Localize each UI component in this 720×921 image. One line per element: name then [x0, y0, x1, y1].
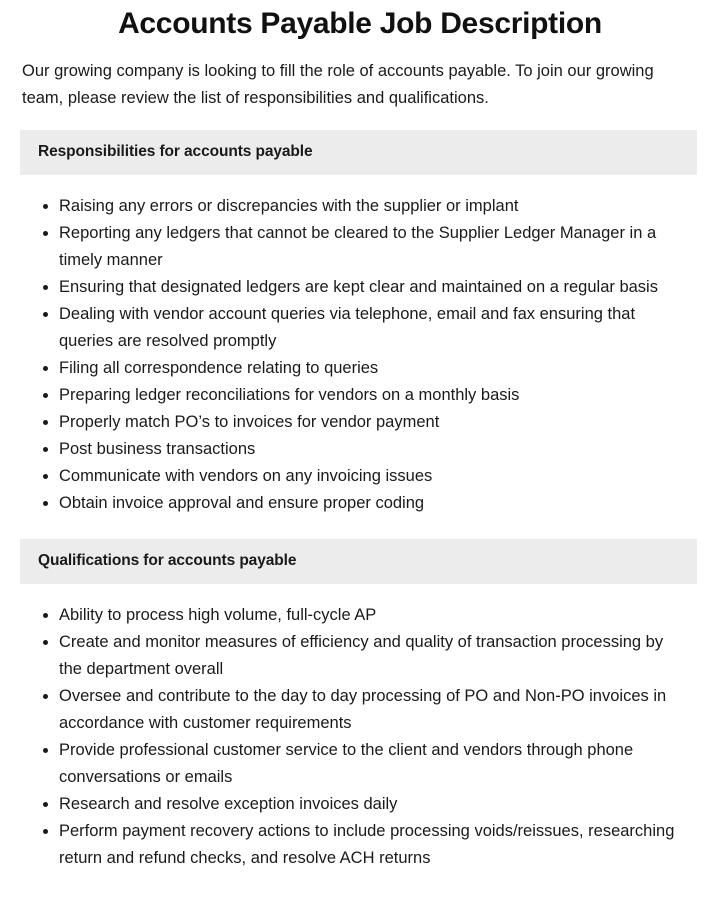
- qualifications-section-heading: Qualifications for accounts payable: [20, 539, 697, 584]
- responsibilities-section-heading: Responsibilities for accounts payable: [20, 130, 697, 175]
- list-item: Post business transactions: [43, 436, 686, 463]
- list-item: Preparing ledger reconciliations for vendors on a monthly basis: [43, 382, 686, 409]
- responsibilities-section: [0, 130, 720, 517]
- page-title: Accounts Payable Job Description: [118, 7, 602, 40]
- list-item: Obtain invoice approval and ensure proper coding: [43, 490, 686, 517]
- list-item: Ability to process high volume, full-cycle AP: [43, 602, 686, 629]
- qualifications-list: [0, 584, 720, 872]
- qualifications-section: [0, 539, 720, 872]
- list-item: Create and monitor measures of efficiency and quality of transaction processing by the department overall: [43, 629, 686, 683]
- responsibilities-list: [0, 175, 720, 517]
- list-item: Filing all correspondence relating to queries: [43, 355, 686, 382]
- list-item: Ensuring that designated ledgers are kept clear and maintained on a regular basis: [43, 274, 686, 301]
- list-item: Provide professional customer service to the client and vendors through phone conversations or emails: [43, 737, 686, 791]
- intro-paragraph: Our growing company is looking to fill the role of accounts payable. To join our growing team, please review the list of responsibilities and qualifications.: [22, 62, 654, 107]
- list-item: Reporting any ledgers that cannot be cleared to the Supplier Ledger Manager in a timely manner: [43, 220, 686, 274]
- list-item: Research and resolve exception invoices daily: [43, 791, 686, 818]
- list-item: Communicate with vendors on any invoicing issues: [43, 463, 686, 490]
- list-item: Raising any errors or discrepancies with the supplier or implant: [43, 193, 686, 220]
- list-item: Perform payment recovery actions to include processing voids/reissues, researching return and refund checks, and resolve ACH returns: [43, 818, 686, 872]
- list-item: Oversee and contribute to the day to day processing of PO and Non-PO invoices in accordance with customer requirements: [43, 683, 686, 737]
- list-item: Properly match PO’s to invoices for vendor payment: [43, 409, 686, 436]
- list-item: Dealing with vendor account queries via telephone, email and fax ensuring that queries are resolved promptly: [43, 301, 686, 355]
